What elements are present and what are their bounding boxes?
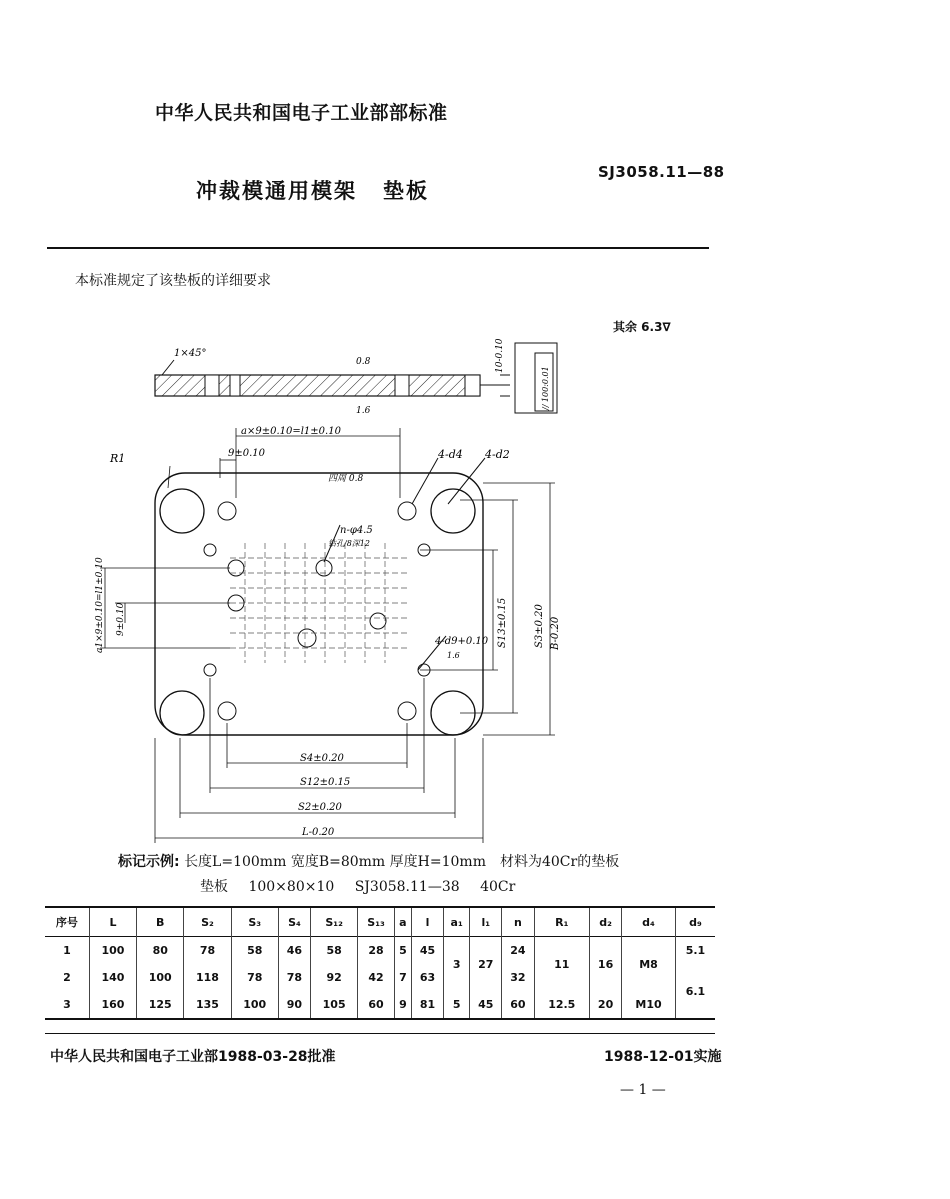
table-cell: 100	[231, 991, 278, 1019]
table-cell: 81	[411, 991, 443, 1019]
title-sub: 垫板	[383, 179, 429, 203]
marking-example-line2	[200, 876, 531, 896]
col-header: B	[137, 907, 184, 937]
col-header: L	[89, 907, 136, 937]
col-header: d₂	[590, 907, 622, 937]
roughness-note: 其余 6.3∇	[613, 320, 671, 334]
scope-text: 本标准规定了该垫板的详细要求	[75, 273, 271, 289]
r1-label: R1	[110, 452, 126, 465]
table-row	[45, 937, 715, 965]
title-main: 冲裁模通用模架	[196, 179, 357, 203]
marking-example-line1	[118, 851, 619, 871]
table-cell: 78	[184, 937, 231, 965]
thickness-tol-label: 10-0.10	[495, 338, 505, 373]
table-cell: 1	[63, 944, 71, 957]
col-header: R₁	[534, 907, 589, 937]
table-row	[45, 991, 715, 1019]
table-cell: 11	[534, 937, 589, 992]
table-cell: M8	[622, 937, 676, 992]
table-cell: 2	[63, 971, 71, 984]
table-cell: 105	[311, 991, 358, 1019]
approval-text: 中华人民共和国电子工业部1988-03-28批准	[50, 1049, 336, 1065]
example-length: 长度L=100mm	[184, 854, 287, 870]
dim-ax-label: a×9±0.10=l1±0.10	[241, 426, 341, 437]
example-mark-size: 100×80×10	[248, 879, 335, 895]
table-cell: 6.1	[675, 964, 715, 1019]
table-cell: 7	[394, 964, 411, 991]
table-cell: 90	[278, 991, 310, 1019]
dim-s2-label: S2±0.20	[298, 802, 342, 813]
d9-label: 4-d9+0.10	[435, 636, 489, 647]
table-cell: 100	[137, 964, 184, 991]
dim-b-label: B-0.20	[550, 616, 561, 650]
rough-bottom-label: 1.6	[356, 406, 371, 416]
example-label: 标记示例:	[118, 854, 180, 870]
example-width: 宽度B=80mm	[290, 854, 386, 870]
example-mark-name: 垫板	[200, 879, 228, 895]
col-header: a₁	[444, 907, 470, 937]
dim-left1-label: a1×9±0.10=l1±0.10	[95, 557, 105, 653]
table-cell: 28	[358, 937, 395, 965]
issuing-organization: 中华人民共和国电子工业部部标准	[155, 102, 448, 124]
dim-s12-label: S12±0.15	[300, 777, 351, 788]
table-cell: 32	[502, 964, 534, 991]
document-title	[196, 175, 429, 205]
around-rough-label: 四周 0.8	[328, 474, 364, 484]
table-cell: 45	[411, 937, 443, 965]
dimension-table	[45, 906, 715, 1020]
dim-s4-label: S4±0.20	[300, 753, 344, 764]
implementation-date: 1988-12-01实施	[604, 1049, 722, 1065]
dim-left2-label: 9±0.10	[116, 602, 126, 636]
dim-l-label: L-0.20	[302, 827, 335, 838]
col-header: a	[394, 907, 411, 937]
d4-label: 4-d4	[438, 448, 463, 461]
table-cell: 24	[502, 937, 534, 965]
table-cell: 78	[231, 964, 278, 991]
table-cell: 9	[394, 991, 411, 1019]
table-cell: 80	[137, 937, 184, 965]
dim-s3-label: S3±0.20	[534, 604, 545, 648]
parallel-tol-label: // 100:0.01	[541, 366, 550, 410]
col-header: d₉	[675, 907, 715, 937]
holes-label: n-φ4.5	[340, 525, 373, 536]
col-header: l₁	[470, 907, 502, 937]
dim-9-label: 9±0.10	[228, 448, 266, 459]
table-cell: 118	[184, 964, 231, 991]
table-cell: 60	[358, 991, 395, 1019]
example-thickness-material: 厚度H=10mm 材料为40Cr的垫板	[389, 854, 620, 870]
table-cell: 58	[231, 937, 278, 965]
table-cell: 3	[444, 937, 470, 992]
table-cell: 12.5	[534, 991, 589, 1019]
table-cell: 135	[184, 991, 231, 1019]
table-header-row	[45, 907, 715, 937]
table-cell: 5.1	[675, 937, 715, 965]
table-cell: 5	[394, 937, 411, 965]
table-cell: 42	[358, 964, 395, 991]
col-header: S₃	[231, 907, 278, 937]
table-cell: 125	[137, 991, 184, 1019]
table-cell: 78	[278, 964, 310, 991]
table-cell: 92	[311, 964, 358, 991]
table-cell: M10	[622, 991, 676, 1019]
col-header: S₂	[184, 907, 231, 937]
table-cell: 100	[89, 937, 136, 965]
col-header: n	[502, 907, 534, 937]
footer-rule	[45, 1033, 715, 1034]
d9-rough-label: 1.6	[447, 651, 460, 660]
technical-drawing	[70, 318, 710, 848]
holes-note-label: 钻孔/8深12	[328, 539, 370, 548]
col-header: S₄	[278, 907, 310, 937]
table-cell: 20	[590, 991, 622, 1019]
table-cell: 46	[278, 937, 310, 965]
rough-top-label: 0.8	[356, 357, 371, 367]
table-cell: 3	[63, 998, 71, 1011]
dim-s13-label: S13±0.15	[497, 597, 508, 648]
page-number: — 1 —	[620, 1082, 666, 1098]
header-rule	[47, 247, 709, 249]
col-header: S₁₂	[311, 907, 358, 937]
table-cell: 160	[89, 991, 136, 1019]
col-header: S₁₃	[358, 907, 395, 937]
table-cell: 60	[502, 991, 534, 1019]
col-header: 序号	[55, 916, 78, 929]
col-header: d₄	[622, 907, 676, 937]
table-cell: 140	[89, 964, 136, 991]
table-cell: 16	[590, 937, 622, 992]
table-cell: 5	[444, 991, 470, 1019]
table-cell: 58	[311, 937, 358, 965]
example-mark-code: SJ3058.11—38	[354, 879, 460, 895]
example-mark-material: 40Cr	[480, 879, 516, 895]
table-cell: 63	[411, 964, 443, 991]
chamfer-label: 1×45°	[174, 348, 207, 359]
col-header: l	[411, 907, 443, 937]
table-cell: 27	[470, 937, 502, 992]
d2-label: 4-d2	[485, 448, 510, 461]
standard-code: SJ3058.11—88	[598, 163, 725, 181]
table-cell: 45	[470, 991, 502, 1019]
